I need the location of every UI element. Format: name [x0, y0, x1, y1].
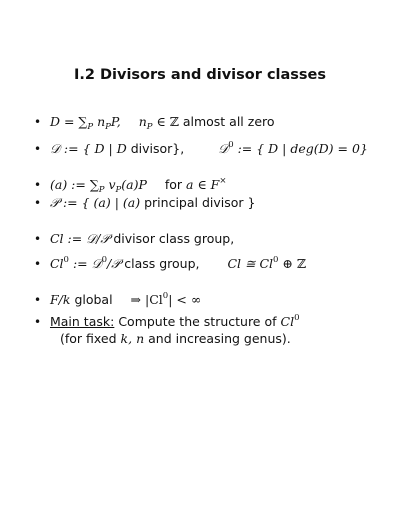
bullet-icon: •: [34, 178, 42, 192]
text-almost-all-zero: almost all zero: [182, 114, 275, 129]
text-for-fixed: (for fixed: [60, 331, 117, 346]
math-sub: P: [98, 185, 105, 195]
bullet-item-principal-group: [34, 195, 255, 211]
math-sup: 0: [63, 255, 69, 265]
bullet-item-finite: [34, 288, 201, 308]
math-D0: 𝒟: [218, 141, 229, 156]
math-divisor-group: 𝒟 := { D | D: [49, 141, 127, 156]
math-sub: P: [146, 122, 153, 132]
math-cl: Cl: [49, 256, 64, 271]
math-cl-iso: Cl ≅ Cl: [227, 256, 274, 271]
text-divisor-class-group: divisor class group,: [113, 231, 235, 246]
main-task-continuation: [60, 331, 291, 346]
slide-title: I.2 Divisors and divisor classes: [73, 67, 327, 83]
math-degree-zero: := { D | deg(D) = 0}: [237, 141, 368, 156]
text-class-group: class group,: [124, 256, 200, 271]
math-sup: 0: [294, 313, 300, 323]
bullet-item-main-task: [34, 310, 300, 330]
math-sup: 0: [162, 291, 169, 301]
math-a-in-F: a ∈ F: [186, 177, 220, 192]
text-divisor: divisor},: [130, 141, 185, 156]
math-sub: P: [87, 122, 94, 132]
bullet-icon: •: [34, 232, 42, 246]
math-cl-def: Cl := 𝒟/𝒫: [49, 231, 110, 246]
math-P: P,: [110, 114, 121, 129]
bullet-icon: •: [34, 293, 42, 307]
math-divisor-sum: D = ∑: [49, 114, 88, 129]
bullet-item-cl0: [34, 252, 306, 272]
math-sup: 0: [228, 140, 234, 150]
bullet-icon: •: [34, 196, 42, 210]
math-in-Z: ∈ ℤ: [156, 114, 179, 129]
text-global: global: [74, 292, 113, 307]
bullet-item-divisor: [34, 114, 275, 135]
text-principal-divisor: principal divisor }: [144, 195, 256, 210]
bullet-item-class-group: [34, 231, 234, 247]
math-oplus-Z: ⊕ ℤ: [282, 256, 307, 271]
bullet-icon: •: [34, 315, 42, 329]
math-sup: ×: [219, 176, 227, 186]
math-finite: | < ∞: [168, 292, 202, 307]
math-k-n: k, n: [120, 331, 145, 346]
text-compute-structure: Compute the structure of: [118, 314, 277, 329]
math-mod-P: /𝒫: [107, 256, 121, 271]
math-n: n: [97, 114, 106, 129]
bullet-item-divisor-group: [34, 137, 368, 157]
text-for: for: [164, 177, 183, 192]
math-principal-group: 𝒫 := { (a) | (a): [49, 195, 141, 210]
math-sub: P: [105, 122, 111, 132]
math-sup: 0: [101, 255, 108, 265]
math-sup: 0: [273, 255, 279, 265]
bullet-icon: •: [34, 115, 42, 129]
bullet-icon: •: [34, 142, 42, 156]
text-increasing-genus: and increasing genus).: [148, 331, 291, 346]
text-main-task-label: Main task:: [49, 314, 115, 329]
math-implies-cl: ⇒ |Cl: [130, 292, 163, 307]
math-n: n: [138, 114, 147, 129]
math-cl: Cl: [280, 314, 295, 329]
math-aP: (a)P: [121, 177, 147, 192]
math-F-over-k: F/k: [49, 292, 71, 307]
math-principal-sum: (a) := ∑: [49, 177, 99, 192]
bullet-icon: •: [34, 257, 42, 271]
math-D0-def: := 𝒟: [72, 256, 102, 271]
math-v: v: [108, 177, 116, 192]
math-sub: P: [115, 185, 122, 195]
